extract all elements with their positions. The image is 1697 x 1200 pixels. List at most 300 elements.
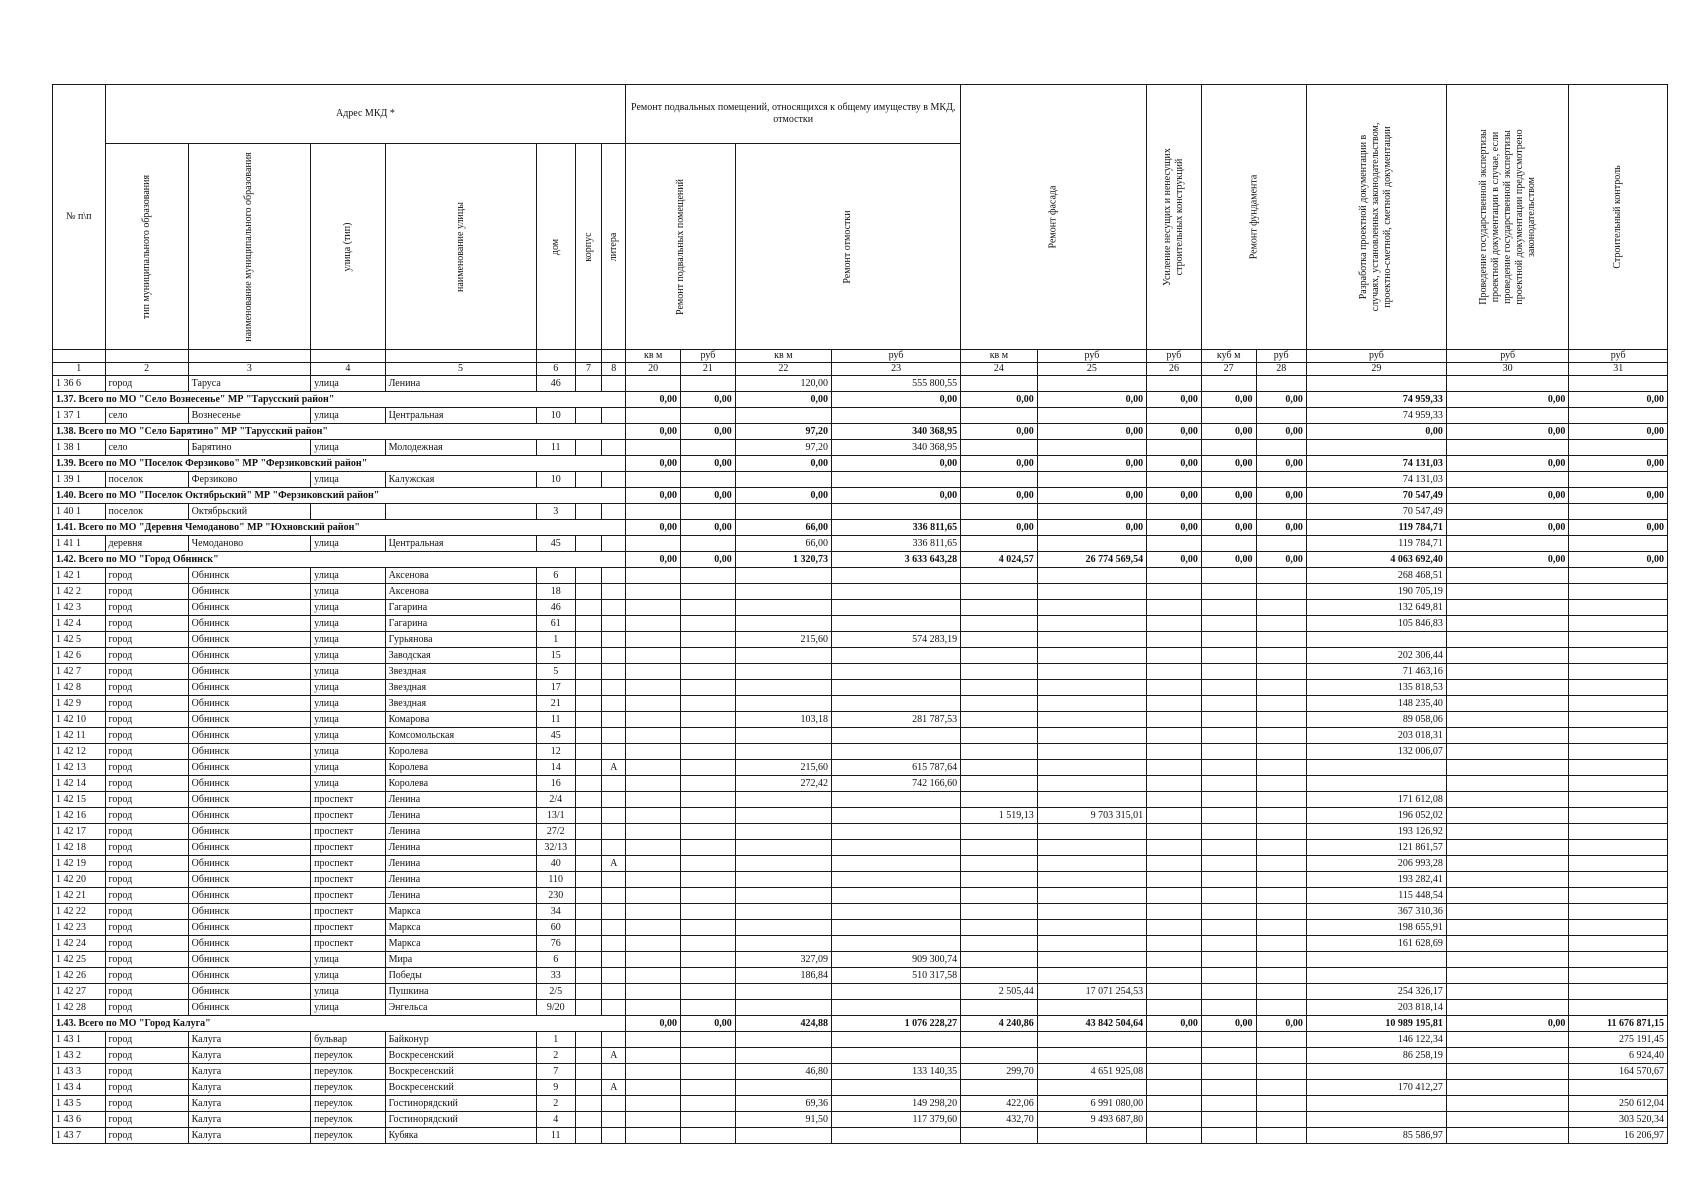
table-cell — [1446, 1000, 1569, 1016]
table-cell — [1446, 1080, 1569, 1096]
table-cell — [1306, 1064, 1446, 1080]
table-cell: Молодежная — [385, 440, 536, 456]
column-number-cell: 2 — [105, 363, 188, 376]
table-cell — [681, 1032, 736, 1048]
table-cell: 742 166,60 — [832, 776, 961, 792]
table-cell — [1147, 984, 1202, 1000]
table-cell — [1446, 696, 1569, 712]
units-blank-cell — [536, 350, 575, 363]
table-cell — [1569, 936, 1668, 952]
table-cell — [1037, 840, 1146, 856]
subtotal-value: 0,00 — [1201, 520, 1256, 536]
table-cell — [1147, 696, 1202, 712]
table-cell — [626, 712, 681, 728]
table-cell — [1569, 824, 1668, 840]
table-cell: Королева — [385, 760, 536, 776]
table-cell: Гагарина — [385, 600, 536, 616]
table-cell — [1256, 760, 1306, 776]
unit-cell: кв м — [961, 350, 1038, 363]
subtotal-row — [53, 1016, 1668, 1032]
table-cell: город — [105, 744, 188, 760]
subtotal-value: 3 633 643,28 — [832, 552, 961, 568]
table-cell: Звездная — [385, 696, 536, 712]
table-cell — [1446, 856, 1569, 872]
table-cell: 46 — [536, 600, 575, 616]
table-cell — [1569, 968, 1668, 984]
table-cell — [681, 1096, 736, 1112]
table-cell — [1256, 1112, 1306, 1128]
table-cell: 1 42 4 — [53, 616, 106, 632]
table-row — [53, 760, 1668, 776]
table-cell: 303 520,34 — [1569, 1112, 1668, 1128]
table-cell: 161 628,69 — [1306, 936, 1446, 952]
subtotal-value: 0,00 — [626, 520, 681, 536]
table-cell: 615 787,64 — [832, 760, 961, 776]
table-cell — [575, 632, 601, 648]
table-cell — [626, 792, 681, 808]
column-number-cell: 24 — [961, 363, 1038, 376]
unit-cell: руб — [1446, 350, 1569, 363]
column-number-cell: 31 — [1569, 363, 1668, 376]
register-sheet — [52, 84, 1668, 1144]
table-cell — [1446, 504, 1569, 520]
table-cell: 1 42 20 — [53, 872, 106, 888]
table-cell — [735, 408, 831, 424]
table-cell — [832, 616, 961, 632]
table-cell — [602, 968, 626, 984]
table-cell — [1201, 792, 1256, 808]
table-cell: город — [105, 792, 188, 808]
table-cell — [1037, 760, 1146, 776]
table-cell — [832, 936, 961, 952]
table-cell — [626, 1048, 681, 1064]
subtotal-value: 4 063 692,40 — [1306, 552, 1446, 568]
table-cell — [735, 840, 831, 856]
table-cell — [1147, 584, 1202, 600]
subtotal-label: 1.37. Всего по МО "Село Вознесенье" МР "Тарусский район" — [53, 392, 626, 408]
table-cell: 103,18 — [735, 712, 831, 728]
table-cell — [832, 664, 961, 680]
table-cell — [735, 1000, 831, 1016]
subtotal-label: 1.42. Всего по МО "Город Обнинск" — [53, 552, 626, 568]
table-cell: 74 959,33 — [1306, 408, 1446, 424]
table-cell — [1256, 968, 1306, 984]
table-cell: Ленина — [385, 888, 536, 904]
table-cell — [735, 808, 831, 824]
table-cell — [1147, 600, 1202, 616]
table-cell — [602, 1096, 626, 1112]
table-cell — [626, 824, 681, 840]
table-cell: 45 — [536, 536, 575, 552]
unit-cell: руб — [1147, 350, 1202, 363]
table-cell: 1 42 15 — [53, 792, 106, 808]
table-cell — [681, 856, 736, 872]
table-cell — [1201, 808, 1256, 824]
table-cell — [1037, 568, 1146, 584]
table-cell: 86 258,19 — [1306, 1048, 1446, 1064]
table-cell — [602, 936, 626, 952]
table-cell: улица — [311, 984, 385, 1000]
table-row — [53, 472, 1668, 488]
table-cell — [1201, 1096, 1256, 1112]
table-cell: улица — [311, 760, 385, 776]
table-cell — [1037, 1048, 1146, 1064]
table-cell — [1147, 776, 1202, 792]
table-cell — [735, 856, 831, 872]
table-cell: Обнинск — [188, 664, 311, 680]
table-cell — [626, 888, 681, 904]
table-cell — [1037, 376, 1146, 392]
column-number-cell: 21 — [681, 363, 736, 376]
table-cell — [1147, 1032, 1202, 1048]
table-cell — [575, 504, 601, 520]
table-cell: город — [105, 616, 188, 632]
subtotal-value: 0,00 — [1256, 520, 1306, 536]
table-cell — [1037, 888, 1146, 904]
subtotal-value: 0,00 — [1147, 424, 1202, 440]
table-cell — [1147, 872, 1202, 888]
subtotal-label: 1.43. Всего по МО "Город Калуга" — [53, 1016, 626, 1032]
table-cell — [626, 1112, 681, 1128]
table-cell — [1569, 776, 1668, 792]
table-cell — [626, 1032, 681, 1048]
table-cell — [626, 728, 681, 744]
table-cell — [681, 920, 736, 936]
table-cell: 117 379,60 — [832, 1112, 961, 1128]
table-cell: улица — [311, 664, 385, 680]
table-row — [53, 616, 1668, 632]
table-cell: город — [105, 664, 188, 680]
table-cell — [735, 600, 831, 616]
table-row — [53, 376, 1668, 392]
table-cell: 190 705,19 — [1306, 584, 1446, 600]
table-cell: проспект — [311, 840, 385, 856]
table-cell: 2/4 — [536, 792, 575, 808]
table-cell: Обнинск — [188, 760, 311, 776]
table-cell: улица — [311, 408, 385, 424]
table-cell: 196 052,02 — [1306, 808, 1446, 824]
table-cell: 574 283,19 — [832, 632, 961, 648]
table-cell: 367 310,36 — [1306, 904, 1446, 920]
table-cell: город — [105, 1064, 188, 1080]
table-cell — [681, 504, 736, 520]
table-cell — [832, 1032, 961, 1048]
table-cell: Воскресенский — [385, 1064, 536, 1080]
table-cell — [575, 776, 601, 792]
table-cell — [1037, 872, 1146, 888]
table-cell — [626, 680, 681, 696]
table-cell: 1 42 16 — [53, 808, 106, 824]
table-cell — [626, 584, 681, 600]
table-cell — [1306, 952, 1446, 968]
table-cell — [1569, 808, 1668, 824]
table-cell — [385, 504, 536, 520]
table-cell — [575, 1112, 601, 1128]
table-cell — [575, 760, 601, 776]
table-cell — [1256, 504, 1306, 520]
table-cell — [575, 1048, 601, 1064]
table-cell — [735, 664, 831, 680]
table-cell — [1201, 840, 1256, 856]
table-cell: 9 703 315,01 — [1037, 808, 1146, 824]
table-cell: Обнинск — [188, 680, 311, 696]
table-cell — [1569, 1080, 1668, 1096]
table-cell — [626, 1080, 681, 1096]
table-cell: 148 235,40 — [1306, 696, 1446, 712]
table-cell: 9 493 687,80 — [1037, 1112, 1146, 1128]
table-cell: Обнинск — [188, 936, 311, 952]
table-cell: 254 326,17 — [1306, 984, 1446, 1000]
table-cell — [961, 568, 1038, 584]
subtotal-value: 119 784,71 — [1306, 520, 1446, 536]
table-cell — [1147, 744, 1202, 760]
table-cell: 6 — [536, 568, 575, 584]
table-cell — [832, 696, 961, 712]
table-cell: Ленина — [385, 792, 536, 808]
table-cell — [1446, 984, 1569, 1000]
table-cell — [602, 1000, 626, 1016]
table-cell — [961, 936, 1038, 952]
table-cell: город — [105, 1000, 188, 1016]
table-cell — [1147, 408, 1202, 424]
table-cell — [681, 904, 736, 920]
table-cell — [735, 904, 831, 920]
table-cell: проспект — [311, 872, 385, 888]
table-cell — [1256, 808, 1306, 824]
table-cell — [602, 440, 626, 456]
table-cell: 1 39 1 — [53, 472, 106, 488]
table-cell — [1201, 440, 1256, 456]
table-cell — [681, 1048, 736, 1064]
col-design-docs-header: Разработка проектной документации в случаях, установленных законодательством, проектно-сметной, сметной документации — [1306, 85, 1446, 350]
table-cell: 70 547,49 — [1306, 504, 1446, 520]
table-row — [53, 1128, 1668, 1144]
table-cell — [1201, 584, 1256, 600]
table-cell — [1256, 1000, 1306, 1016]
subtotal-value: 0,00 — [1446, 520, 1569, 536]
table-cell — [1147, 728, 1202, 744]
table-cell: город — [105, 584, 188, 600]
subtotal-value: 0,00 — [626, 424, 681, 440]
table-row — [53, 1032, 1668, 1048]
table-cell — [681, 760, 736, 776]
column-number-cell: 7 — [575, 363, 601, 376]
table-cell — [832, 984, 961, 1000]
table-cell — [681, 536, 736, 552]
table-cell — [832, 872, 961, 888]
table-cell — [1037, 632, 1146, 648]
subtotal-value: 0,00 — [961, 488, 1038, 504]
table-cell: Комсомольская — [385, 728, 536, 744]
table-cell: улица — [311, 568, 385, 584]
table-cell — [1446, 664, 1569, 680]
unit-cell: руб — [832, 350, 961, 363]
table-cell: 4 651 925,08 — [1037, 1064, 1146, 1080]
table-cell — [961, 408, 1038, 424]
table-cell — [1446, 584, 1569, 600]
subtotal-value: 0,00 — [1446, 1016, 1569, 1032]
table-cell: переулок — [311, 1112, 385, 1128]
col-mo-type-header: тип муниципального образования — [105, 144, 188, 350]
units-blank-cell — [385, 350, 536, 363]
table-cell: А — [602, 1048, 626, 1064]
table-cell: 1 43 3 — [53, 1064, 106, 1080]
table-cell: переулок — [311, 1096, 385, 1112]
table-cell: 105 846,83 — [1306, 616, 1446, 632]
table-cell: 1 42 23 — [53, 920, 106, 936]
table-cell: 10 — [536, 472, 575, 488]
table-cell: 1 42 13 — [53, 760, 106, 776]
table-cell: 1 42 6 — [53, 648, 106, 664]
table-cell: Обнинск — [188, 840, 311, 856]
table-cell: переулок — [311, 1128, 385, 1144]
table-row — [53, 824, 1668, 840]
table-cell — [735, 824, 831, 840]
table-cell — [681, 472, 736, 488]
table-cell: город — [105, 904, 188, 920]
table-cell — [602, 680, 626, 696]
table-cell — [1256, 648, 1306, 664]
table-cell — [626, 600, 681, 616]
subtotal-value: 0,00 — [1147, 392, 1202, 408]
table-cell: 17 071 254,53 — [1037, 984, 1146, 1000]
table-cell — [832, 920, 961, 936]
table-cell — [1569, 744, 1668, 760]
subtotal-value: 340 368,95 — [832, 424, 961, 440]
table-cell — [1256, 824, 1306, 840]
table-cell — [575, 664, 601, 680]
table-cell — [1256, 872, 1306, 888]
table-cell — [1446, 792, 1569, 808]
table-cell — [832, 472, 961, 488]
subtotal-value: 0,00 — [1037, 488, 1146, 504]
table-cell: улица — [311, 680, 385, 696]
table-cell: улица — [311, 376, 385, 392]
table-row — [53, 504, 1668, 520]
table-cell — [1147, 856, 1202, 872]
table-cell — [1569, 504, 1668, 520]
table-cell — [1569, 584, 1668, 600]
units-blank-cell — [311, 350, 385, 363]
table-cell: 97,20 — [735, 440, 831, 456]
table-cell — [575, 744, 601, 760]
table-cell: улица — [311, 728, 385, 744]
table-cell — [575, 904, 601, 920]
table-cell: 21 — [536, 696, 575, 712]
table-cell — [961, 1000, 1038, 1016]
table-cell — [832, 1048, 961, 1064]
table-cell — [626, 664, 681, 680]
subtotal-value: 0,00 — [1446, 456, 1569, 472]
table-cell — [575, 376, 601, 392]
table-cell — [1446, 376, 1569, 392]
subtotal-value: 0,00 — [681, 520, 736, 536]
table-cell — [681, 776, 736, 792]
table-cell — [961, 696, 1038, 712]
table-cell — [961, 600, 1038, 616]
table-cell — [1569, 920, 1668, 936]
table-cell: 1 519,13 — [961, 808, 1038, 824]
table-cell: проспект — [311, 936, 385, 952]
table-cell: Ленина — [385, 840, 536, 856]
table-cell: Воскресенский — [385, 1048, 536, 1064]
table-cell — [681, 792, 736, 808]
table-cell: Маркса — [385, 920, 536, 936]
table-cell — [1037, 1080, 1146, 1096]
table-cell — [602, 632, 626, 648]
table-cell: Калуга — [188, 1112, 311, 1128]
table-cell — [681, 1000, 736, 1016]
subtotal-value: 74 959,33 — [1306, 392, 1446, 408]
table-row — [53, 888, 1668, 904]
table-cell: 909 300,74 — [832, 952, 961, 968]
table-cell — [1256, 840, 1306, 856]
table-cell — [681, 744, 736, 760]
table-cell: 1 42 5 — [53, 632, 106, 648]
table-cell: 1 41 1 — [53, 536, 106, 552]
table-cell: Победы — [385, 968, 536, 984]
table-cell: Центральная — [385, 536, 536, 552]
table-row — [53, 792, 1668, 808]
table-cell — [961, 744, 1038, 760]
table-cell — [1256, 920, 1306, 936]
subtotal-value: 0,00 — [832, 456, 961, 472]
table-cell — [1147, 888, 1202, 904]
table-cell — [626, 696, 681, 712]
table-cell — [961, 616, 1038, 632]
table-cell: Звездная — [385, 680, 536, 696]
table-cell: Комарова — [385, 712, 536, 728]
table-cell — [681, 408, 736, 424]
table-cell: поселок — [105, 472, 188, 488]
table-cell — [1037, 904, 1146, 920]
subtotal-value: 0,00 — [832, 488, 961, 504]
table-cell — [1256, 680, 1306, 696]
table-cell — [961, 856, 1038, 872]
table-cell: село — [105, 408, 188, 424]
table-cell — [1446, 600, 1569, 616]
units-blank-cell — [105, 350, 188, 363]
table-cell: Гостинорядский — [385, 1112, 536, 1128]
table-cell: переулок — [311, 1048, 385, 1064]
table-cell — [311, 504, 385, 520]
table-cell — [626, 984, 681, 1000]
table-cell — [1201, 376, 1256, 392]
subtotal-value: 0,00 — [961, 392, 1038, 408]
subtotal-row — [53, 392, 1668, 408]
table-cell — [1306, 440, 1446, 456]
table-cell — [1037, 600, 1146, 616]
table-cell: 5 — [536, 664, 575, 680]
table-cell — [832, 744, 961, 760]
table-cell — [961, 1080, 1038, 1096]
table-cell — [1201, 824, 1256, 840]
table-cell: город — [105, 936, 188, 952]
subtotal-value: 0,00 — [1446, 552, 1569, 568]
table-cell: Калуга — [188, 1080, 311, 1096]
table-cell — [1306, 1096, 1446, 1112]
table-cell — [1256, 776, 1306, 792]
table-cell — [1256, 600, 1306, 616]
table-cell — [1256, 632, 1306, 648]
table-row — [53, 952, 1668, 968]
table-cell: 336 811,65 — [832, 536, 961, 552]
table-cell — [832, 408, 961, 424]
table-cell — [1147, 376, 1202, 392]
table-cell — [1306, 760, 1446, 776]
table-cell: Маркса — [385, 904, 536, 920]
table-cell — [626, 632, 681, 648]
